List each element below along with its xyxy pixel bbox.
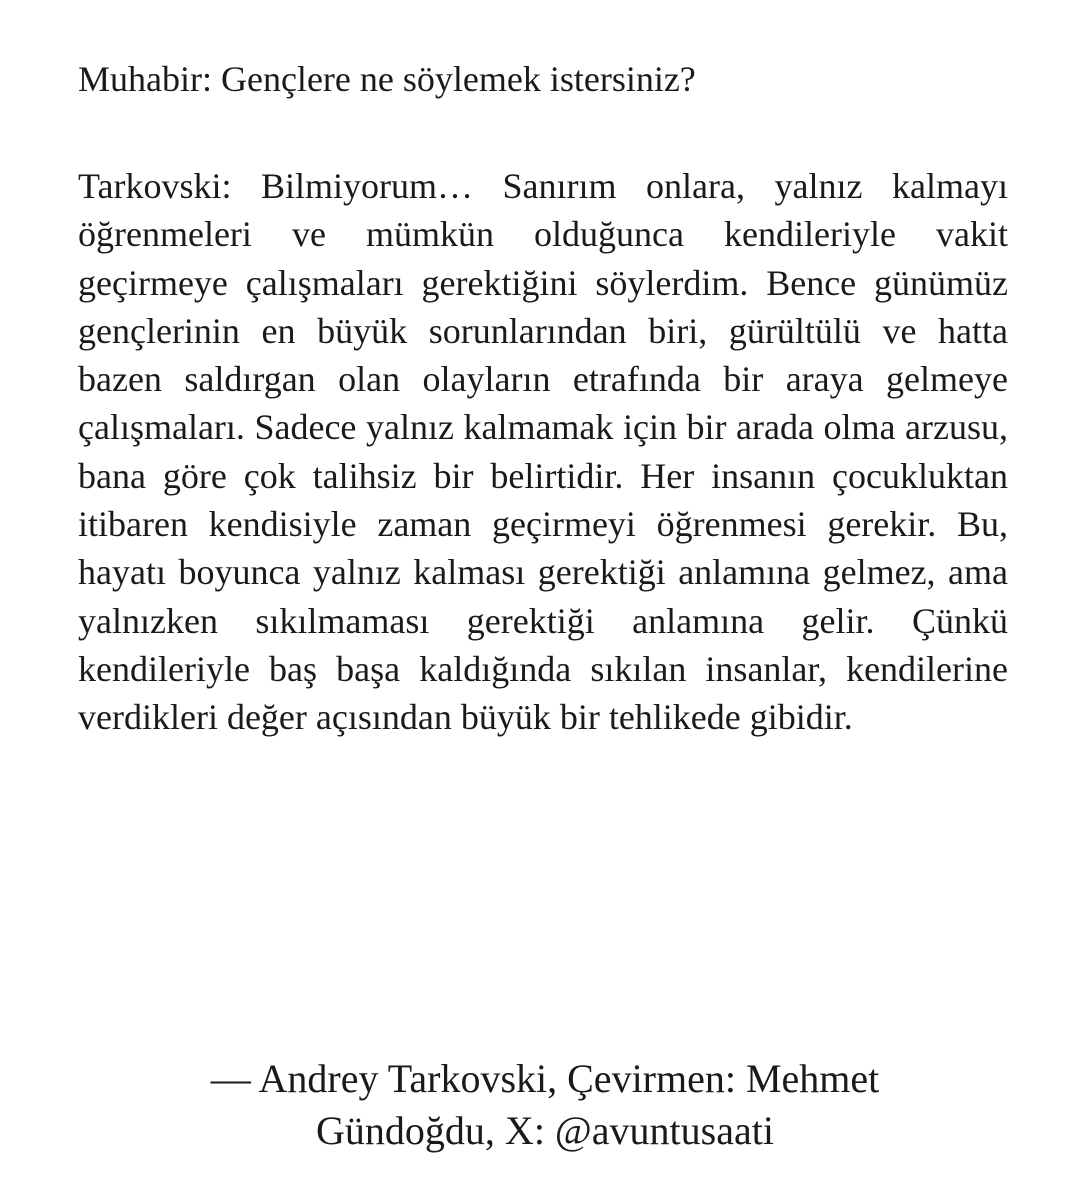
quote-attribution xyxy=(90,1053,1000,1157)
attribution-line-1: — Andrey Tarkovski, Çevirmen: Mehmet xyxy=(210,1056,880,1101)
interviewer-question: Muhabir: Gençlere ne söylemek istersiniz? xyxy=(78,59,696,99)
tarkovski-answer: Tarkovski: Bilmiyorum… Sanırım onlara, yalnız kalmayı öğrenmeleri ve mümkün olduğunca kendileriyle vakit geçirmeye çalışmaları gerektiğini söylerdim. Bence günümüz gençlerinin en büyük sorunlarından biri, gürültülü ve hatta bazen saldırgan olan olayların etrafında bir araya gelmeye çalışmaları. Sadece yalnız kalmamak için bir arada olma arzusu, bana göre çok talihsiz bir belirtidir. Her insanın çocukluktan itibaren kendisiyle zaman geçirmeyi öğrenmesi gerekir. Bu, hayatı boyunca yalnız kalması gerektiği anlamına gelmez, ama yalnızken sıkılmaması gerektiği anlamına gelir. Çünkü kendileriyle baş başa kaldığında sıkılan insanlar, kendilerine verdikleri değer açısından büyük bir tehlikede gibidir. xyxy=(78,166,1008,738)
attribution-line-2: Gündoğdu, X: @avuntusaati xyxy=(316,1108,774,1153)
